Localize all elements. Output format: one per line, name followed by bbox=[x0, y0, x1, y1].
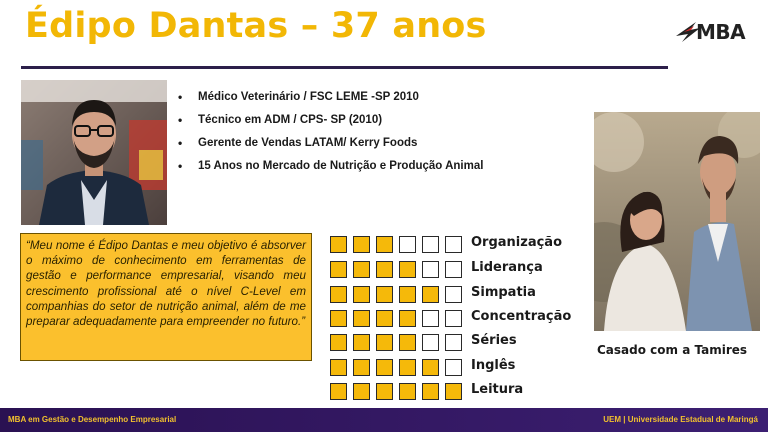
rating-box bbox=[353, 310, 370, 327]
rating-box bbox=[376, 261, 393, 278]
rating-box bbox=[330, 334, 347, 351]
skill-label: Organização bbox=[471, 235, 562, 250]
rating-box bbox=[445, 286, 462, 303]
mba-logo bbox=[676, 16, 748, 50]
logo-text: MBA bbox=[696, 20, 746, 44]
rating-box bbox=[399, 236, 416, 253]
rating-box bbox=[422, 261, 439, 278]
rating-box bbox=[399, 310, 416, 327]
rating-box bbox=[330, 286, 347, 303]
rating-box bbox=[445, 261, 462, 278]
rating-box bbox=[445, 383, 462, 400]
rating-box bbox=[399, 286, 416, 303]
rating-box bbox=[330, 310, 347, 327]
photo-caption: Casado com a Tamires bbox=[597, 343, 748, 357]
rating-box bbox=[422, 383, 439, 400]
rating-box bbox=[353, 236, 370, 253]
credentials-list bbox=[178, 90, 483, 182]
skill-label: Séries bbox=[471, 333, 517, 348]
rating-box bbox=[399, 334, 416, 351]
credential-item: • Técnico em ADM / CPS- SP (2010) bbox=[178, 113, 483, 136]
rating-box bbox=[353, 383, 370, 400]
rating-box bbox=[422, 359, 439, 376]
rating-box bbox=[376, 236, 393, 253]
rating-box bbox=[353, 359, 370, 376]
skill-label: Concentração bbox=[471, 309, 572, 324]
rating-box bbox=[353, 261, 370, 278]
footer-university: UEM | Universidade Estadual de Maringá bbox=[603, 415, 758, 424]
credential-item: • Médico Veterinário / FSC LEME -SP 2010 bbox=[178, 90, 483, 113]
rating-box bbox=[376, 310, 393, 327]
credential-item: • Gerente de Vendas LATAM/ Kerry Foods bbox=[178, 136, 483, 159]
rating-box bbox=[330, 261, 347, 278]
rating-box bbox=[376, 334, 393, 351]
rating-box bbox=[445, 334, 462, 351]
rating-box bbox=[376, 359, 393, 376]
rating-box bbox=[399, 383, 416, 400]
skill-label: Liderança bbox=[471, 260, 543, 275]
wedding-photo bbox=[594, 112, 760, 331]
rating-box bbox=[399, 359, 416, 376]
profile-photo bbox=[21, 80, 167, 225]
skill-label: Simpatia bbox=[471, 285, 536, 300]
rating-box bbox=[445, 310, 462, 327]
rating-box bbox=[353, 334, 370, 351]
page-title: Édipo Dantas – 37 anos bbox=[25, 6, 487, 46]
skill-label: Leitura bbox=[471, 382, 524, 397]
rating-box bbox=[445, 236, 462, 253]
rating-box bbox=[330, 359, 347, 376]
rating-box bbox=[399, 261, 416, 278]
rating-box bbox=[330, 236, 347, 253]
title-divider bbox=[21, 66, 668, 69]
rating-box bbox=[422, 310, 439, 327]
rating-box bbox=[353, 286, 370, 303]
rating-box bbox=[330, 383, 347, 400]
rating-box bbox=[376, 286, 393, 303]
footer-course-name: MBA em Gestão e Desempenho Empresarial bbox=[8, 415, 177, 424]
objective-quote: “Meu nome é Édipo Dantas e meu objetivo é absorver o máximo de conhecimento em ferramentas de gestão e performance empresarial, visando meu crescimento profissional até o nível C-Level em companhias do setor de nutrição animal, além de me preparar adequadamente para empreender no futuro.” bbox=[20, 233, 312, 361]
rating-box bbox=[422, 236, 439, 253]
rating-box bbox=[376, 383, 393, 400]
rating-box bbox=[422, 286, 439, 303]
footer-bar bbox=[0, 408, 768, 432]
rating-box bbox=[422, 334, 439, 351]
skill-label: Inglês bbox=[471, 358, 516, 373]
rating-box bbox=[445, 359, 462, 376]
credential-item: • 15 Anos no Mercado de Nutrição e Produção Animal bbox=[178, 159, 483, 182]
